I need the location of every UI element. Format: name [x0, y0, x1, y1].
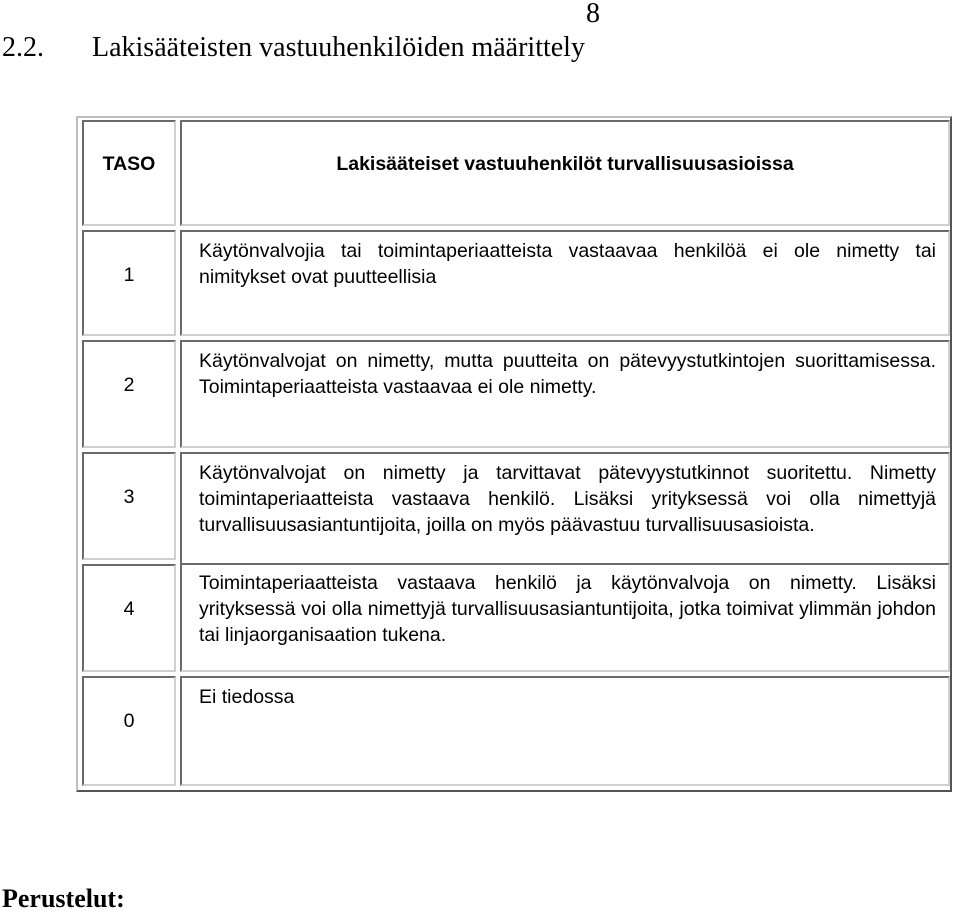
section-number: 2.2. — [2, 32, 44, 63]
table-row-description-cell — [180, 340, 950, 448]
header-level-cell — [82, 120, 176, 226]
header-description: Lakisääteiset vastuuhenkilöt turvallisuusasioissa — [336, 153, 794, 175]
row-description: Käytönvalvojat on nimetty, mutta puutteita on pätevyystutkintojen suorittamisessa. Toimintaperiaatteista vastaavaa ei ole nimetty. — [199, 350, 936, 398]
table-row-description-cell — [180, 230, 950, 336]
table-row-description-cell — [180, 676, 950, 786]
row-description: Käytönvalvojia tai toimintaperiaatteista vastaavaa henkilöä ei ole nimetty tai nimitykset ovat puutteellisia — [199, 240, 936, 288]
header-level: TASO — [102, 153, 156, 175]
section-heading — [2, 32, 585, 64]
row-level: 1 — [123, 264, 135, 286]
row-description: Ei tiedossa — [199, 686, 295, 708]
row-level: 3 — [123, 486, 135, 508]
page-number: 8 — [586, 0, 600, 29]
row-description: Käytönvalvojat on nimetty ja tarvittavat pätevyystutkinnot suoritettu. Nimetty toimintaperiaatteista vastaava henkilö. Lisäksi yrityksessä voi olla nimettyjä turvallisuusasiantuntijoita, joilla on myös päävastuu turvallisuusasioista. — [199, 462, 936, 536]
row-level: 4 — [123, 598, 135, 620]
table-row-description-cell — [180, 563, 950, 672]
header-description-cell — [180, 120, 950, 226]
table-row-level-cell — [82, 340, 176, 448]
row-level: 2 — [123, 374, 135, 396]
table-row-level-cell — [82, 452, 176, 560]
reasoning-label: Perustelut: — [2, 884, 125, 913]
row-level: 0 — [123, 710, 135, 732]
row-description: Toimintaperiaatteista vastaava henkilö ja käytönvalvoja on nimetty. Lisäksi yrityksessä voi olla nimettyjä turvallisuusasiantuntijoita, jotka toimivat ylimmän johdon tai linjaorganisaation tukena. — [199, 572, 936, 646]
table-row-level-cell — [82, 230, 176, 336]
section-title: Lakisääteisten vastuuhenkilöiden määrittely — [92, 32, 585, 63]
table-row-level-cell — [82, 564, 176, 672]
table-row-level-cell — [82, 676, 176, 786]
